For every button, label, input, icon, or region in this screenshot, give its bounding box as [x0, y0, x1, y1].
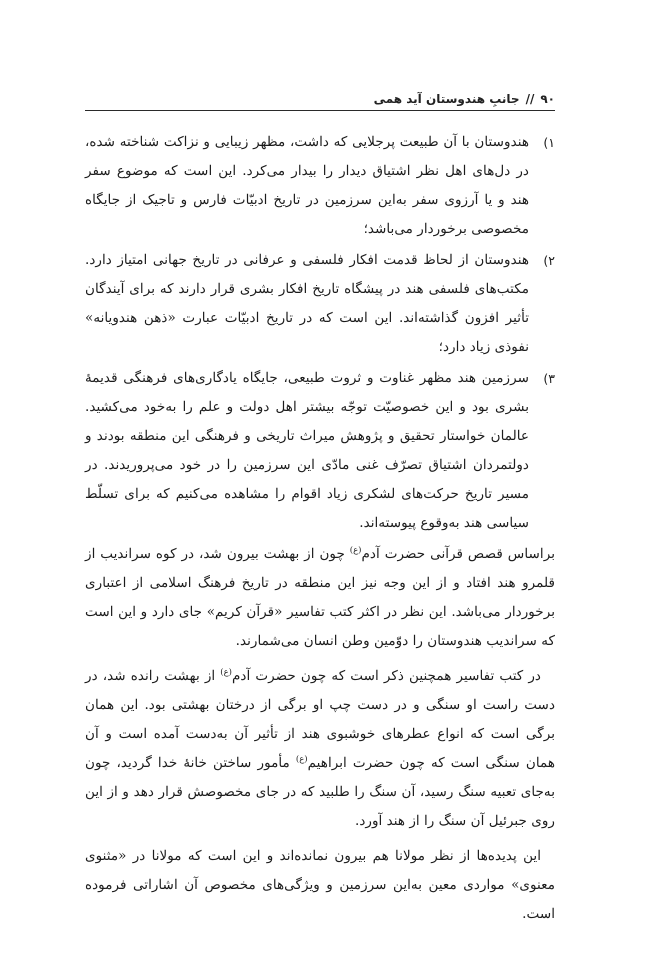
honorific-mark: (ع)	[349, 545, 362, 556]
page-number: ۹۰	[540, 92, 555, 106]
list-item-text: سرزمین هند مظهر غناوت و ثروت طبیعی، جایگاه یادگاری‌های فرهنگی قدیمهٔ بشری بود و این خصوصیّت توجّه بیشتر اهل دولت و علم را به‌خود می‌کشید. عالمان خواستار تحقیق و پژوهش میراث تاریخی و فرهنگی این منطقه بودند و دولتمردان اشتیاق تصرّف غنی مادّی این سرزمین را در خود می‌پروریدند. در مسیر تاریخ حرکت‌های لشکری زیاد اقوام را مشاهده می‌کنیم که برای تسلّط سیاسی هند به‌وقوع پیوسته‌اند.	[85, 370, 529, 531]
list-item-text: هندوستان با آن طبیعت پرجلایی که داشت، مظهر زیبایی و نزاکت شناخته شده، در دل‌های اهل نظر اشتیاق دیدار را بیدار می‌کرد. این است که موضوع سفر هند و یا آرزوی سفر به‌این سرزمین در تاریخ ادبیّات فارس و تاجیک از جایگاه مخصوصی برخوردار می‌باشد؛	[85, 134, 529, 237]
list-item-number: ۱)	[543, 135, 555, 150]
paragraph-text: در کتب تفاسیر همچنین ذکر است که چون حضرت آدم	[231, 668, 541, 684]
paragraph-text: این پدیده‌ها از نظر مولانا هم بیرون نمانده‌اند و این است که مولانا در «مثنوی معنوی» مواردی معین به‌این سرزمین و ویژگی‌های مخصوص آن اشاراتی فرموده است.	[85, 848, 555, 922]
paragraph-text: براساس قصص قرآنی حضرت آدم	[361, 546, 555, 562]
list-item-number: ۲)	[543, 253, 555, 268]
list-item-number: ۳)	[543, 371, 555, 386]
list-item	[85, 364, 555, 538]
numbered-list	[85, 128, 555, 538]
list-item	[85, 128, 555, 244]
list-item	[85, 246, 555, 362]
header-separator: //	[525, 92, 535, 106]
honorific-mark: (ع)	[295, 754, 308, 765]
paragraph-tafsir	[85, 662, 555, 836]
paragraph-text: مأمور ساختن خانهٔ خدا گردید، چون به‌جای تعبیه سنگ رسید، آن سنگ را طلبید که در جای مخصوصش قرار دهد و از این روی جبرئیل آن سنگ را از هند آورد.	[85, 755, 555, 829]
list-item-text: هندوستان از لحاظ قدمت افکار فلسفی و عرفانی در تاریخ جهانی امتیاز دارد. مکتب‌های فلسفی هند در پیشگاه تاریخ افکار بشری قرار دارند که برای آیندگان تأثیر افزون گذاشته‌اند. این است که در تاریخ ادبیّات عبارت «ذهن هندویانه» نفوذی زیاد دارد؛	[85, 252, 529, 355]
paragraph-text: چون از بهشت بیرون شد، در کوه سراندیب از قلمرو هند افتاد و از این وجه نیز این منطقه در تاریخ فرهنگ اسلامی از اعتباری برخوردار می‌باشد. این نظر در اکثر کتب تفاسیر «قرآن کریم» جای دارد و این است که سراندیب هندوستان را دوّمین وطن انسان می‌شمارند.	[85, 546, 555, 649]
paragraph-adam-sarandib	[85, 540, 555, 656]
running-header	[85, 88, 555, 111]
paragraph-text: از بهشت رانده شد، در دست راست او سنگی و در دست چپ او برگی از درختان بهشتی بود. این همان برگی است که انواع عطرهای خوشبوی هند از تأثیر آن به‌دست آمده است و آن همان سنگی است که چون حضرت ابراهیم	[85, 668, 555, 771]
page-body	[85, 128, 555, 935]
honorific-mark: (ع)	[220, 667, 232, 678]
book-title: جانبِ هندوستان آید همی	[373, 92, 520, 106]
paragraph-mawlana	[85, 842, 555, 929]
